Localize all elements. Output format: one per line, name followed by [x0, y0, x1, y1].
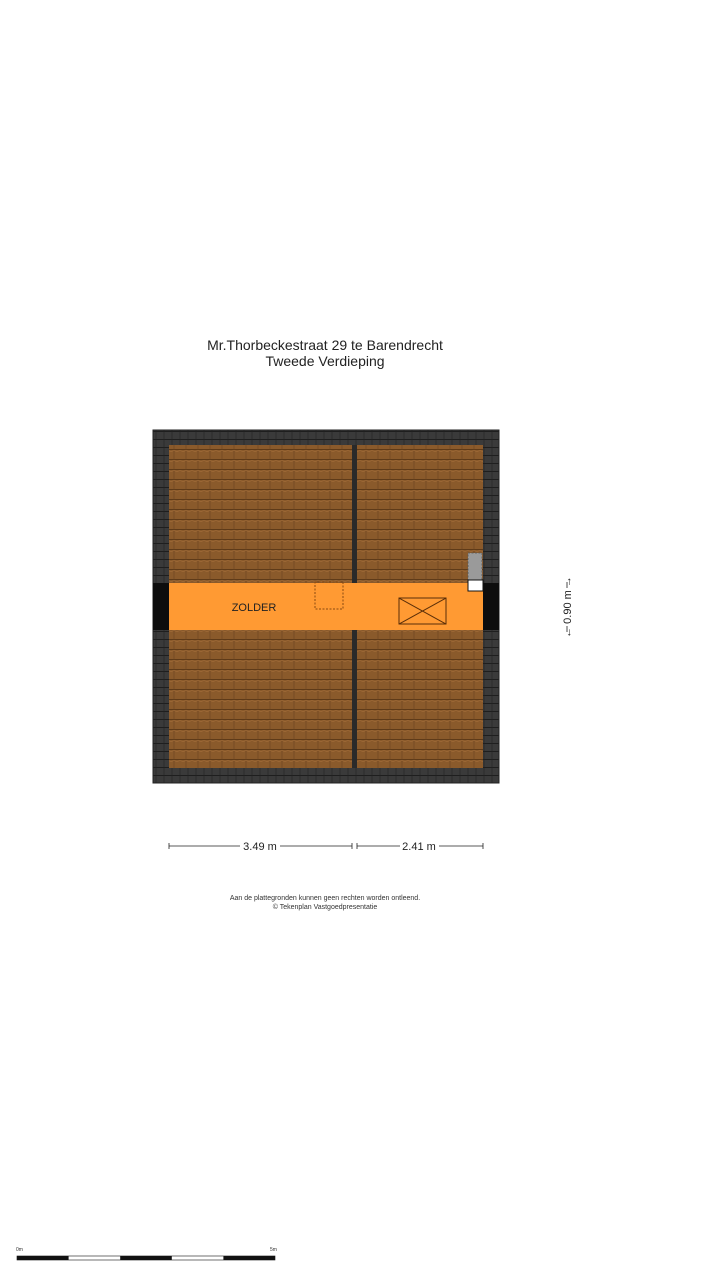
dimension-label-left: 3.49 m — [243, 841, 277, 853]
scale-end-label: 5m — [270, 1247, 277, 1253]
chimney-vent — [468, 553, 482, 581]
room-zolder — [169, 583, 483, 630]
plan-address-title: Mr.Thorbeckestraat 29 te Barendrecht — [207, 337, 443, 353]
window-opening — [468, 580, 483, 591]
room-label-zolder: ZOLDER — [231, 602, 277, 614]
roof-slope-top-right — [357, 445, 483, 583]
scale-bar — [17, 1256, 275, 1260]
roof-slope-top-left — [169, 445, 352, 583]
plan-floor-subtitle: Tweede Verdieping — [265, 353, 385, 369]
gable-wall-right — [483, 583, 499, 630]
copyright-text: © Tekenplan Vastgoedpresentatie — [272, 904, 378, 911]
dimension-width — [169, 843, 483, 849]
dimension-label-right: 2.41 m — [402, 841, 436, 853]
scale-start-label: 0m — [16, 1247, 23, 1253]
dimension-label-vertical: ← 0.90 m → — [562, 576, 574, 638]
gable-wall-left — [153, 583, 169, 630]
roof-slope-bottom-right — [357, 630, 483, 768]
roof-slope-bottom-left — [169, 630, 352, 768]
disclaimer-text: Aan de plattegronden kunnen geen rechten worden ontleend. — [229, 895, 421, 902]
